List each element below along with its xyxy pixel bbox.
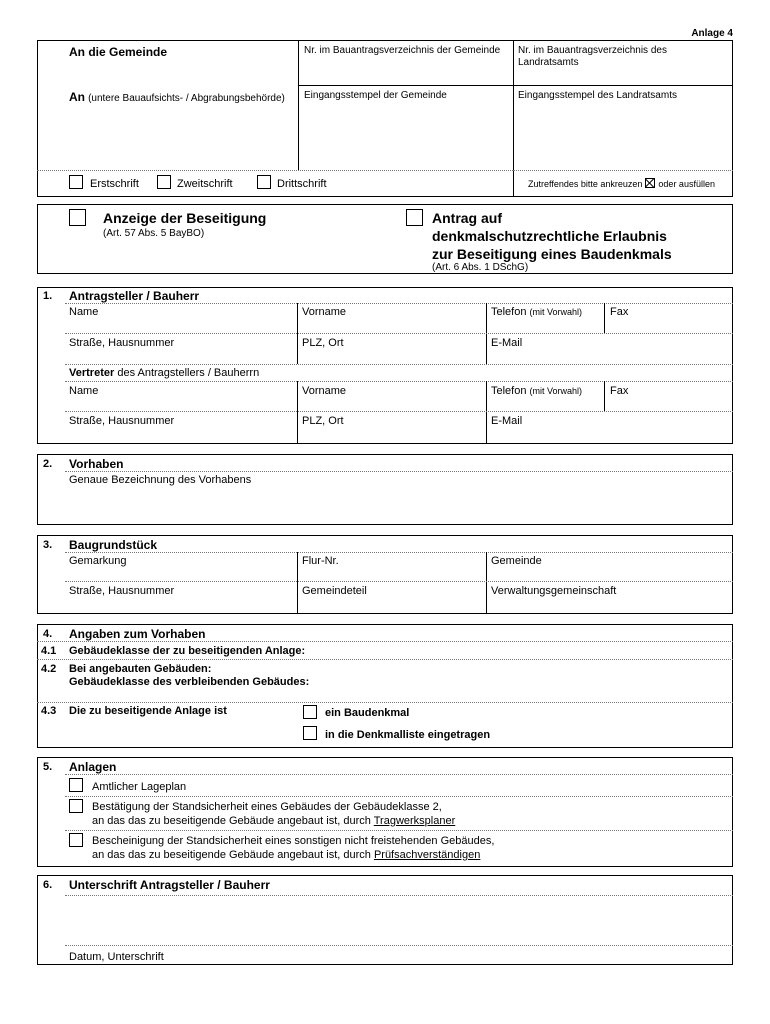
drittschrift-checkbox[interactable] (257, 175, 271, 189)
stamp-landratsamt-label: Eingangsstempel des Landratsamts (518, 90, 677, 101)
pruefsachverstaendiger-label-2: an das das zu beseitigende Gebäude angebaut ist, durch Prüfsachverständigen (92, 849, 481, 861)
tragwerksplaner-label-2: an das das zu beseitigende Gebäude angebaut ist, durch Tragwerksplaner (92, 815, 456, 827)
signature-line[interactable] (65, 945, 733, 946)
tragwerksplaner-link[interactable]: Tragwerksplaner (373, 815, 456, 827)
zweitschrift-checkbox[interactable] (157, 175, 171, 189)
gemeinde-label: Gemeinde (491, 555, 542, 567)
section-4-3-label: Die zu beseitigende Anlage ist (69, 705, 227, 717)
section-6-title: Unterschrift Antragsteller / Bauherr (69, 878, 270, 892)
denkmalliste-label: in die Denkmalliste eingetragen (325, 729, 491, 741)
pruefsachverstaendiger-checkbox[interactable] (69, 833, 83, 847)
antrag-checkbox[interactable] (406, 209, 423, 226)
applicant-vorname-label: Vorname (302, 306, 347, 318)
grundstueck-street-label: Straße, Hausnummer (69, 585, 175, 597)
nr-gemeinde-label: Nr. im Bauantragsverzeichnis der Gemeinde (304, 45, 501, 56)
tragwerksplaner-label-1: Bestätigung der Standsicherheit eines Gebäudes der Gebäudeklasse 2, (92, 801, 442, 813)
lageplan-checkbox[interactable] (69, 778, 83, 792)
applicant-fax-label: Fax (610, 306, 629, 318)
to-authority-suffix: (untere Bauaufsichts- / Abgrabungsbehörde) (88, 93, 285, 104)
rep-plz-label: PLZ, Ort (302, 415, 344, 427)
anzeige-checkbox[interactable] (69, 209, 86, 226)
section-4-title: Angaben zum Vorhaben (69, 627, 206, 641)
antrag-title-1: Antrag auf (432, 210, 502, 226)
gemarkung-label: Gemarkung (69, 555, 127, 567)
applicant-telefon-label: Telefon (mit Vorwahl) (491, 306, 583, 318)
tragwerksplaner-checkbox[interactable] (69, 799, 83, 813)
section-6-number: 6. (43, 879, 53, 891)
section-4-3-number: 4.3 (41, 705, 57, 717)
section-2-box (37, 454, 733, 525)
applicant-plz-label: PLZ, Ort (302, 337, 344, 349)
fill-hint: Zutreffendes bitte ankreuzen oder ausfüllen (528, 179, 715, 189)
annex-label: Anlage 4 (691, 28, 733, 39)
anzeige-ref: (Art. 57 Abs. 5 BayBO) (103, 228, 205, 239)
baudenkmal-label: ein Baudenkmal (325, 707, 410, 719)
applicant-street-label: Straße, Hausnummer (69, 337, 175, 349)
applicant-email-label: E-Mail (491, 337, 523, 349)
section-2-number: 2. (43, 458, 53, 470)
nr-landratsamt-label-1: Nr. im Bauantragsverzeichnis des (518, 45, 667, 56)
rep-fax-label: Fax (610, 385, 629, 397)
section-4-1-number: 4.1 (41, 645, 57, 657)
stamp-gemeinde-label: Eingangsstempel der Gemeinde (304, 90, 447, 101)
flur-label: Flur-Nr. (302, 555, 339, 567)
antrag-ref: (Art. 6 Abs. 1 DSchG) (432, 262, 529, 273)
section-5-number: 5. (43, 761, 53, 773)
pruefsachverstaendiger-label-1: Bescheinigung der Standsicherheit eines sonstigen nicht freistehenden Gebäudes, (92, 835, 495, 847)
antrag-title-3: zur Beseitigung eines Baudenkmals (432, 246, 672, 262)
gemeindeteil-label: Gemeindeteil (302, 585, 367, 597)
vorhaben-description-label: Genaue Bezeichnung des Vorhabens (69, 474, 252, 486)
to-authority-prefix: An (69, 90, 85, 104)
rep-street-label: Straße, Hausnummer (69, 415, 175, 427)
crossed-checkbox-icon (645, 178, 655, 188)
representative-heading: Vertreter des Antragstellers / Bauherrn (69, 367, 260, 379)
section-5-title: Anlagen (69, 760, 117, 774)
section-4-2-label-1: Bei angebauten Gebäuden: (69, 663, 212, 675)
header-box (37, 40, 733, 197)
signature-label: Datum, Unterschrift (69, 951, 164, 963)
rep-vorname-label: Vorname (302, 385, 347, 397)
pruefsachverstaendiger-link[interactable]: Prüfsachverständigen (373, 849, 481, 861)
section-4-2-label-2: Gebäudeklasse des verbleibenden Gebäudes: (69, 676, 310, 688)
section-4-2-number: 4.2 (41, 663, 57, 675)
zweitschrift-label: Zweitschrift (177, 178, 233, 190)
drittschrift-label: Drittschrift (277, 178, 327, 190)
nr-landratsamt-label-2: Landratsamts (518, 57, 579, 68)
section-3-title: Baugrundstück (69, 538, 158, 552)
section-1-title: Antragsteller / Bauherr (69, 289, 200, 303)
section-4-number: 4. (43, 628, 53, 640)
rep-name-label: Name (69, 385, 99, 397)
lageplan-label: Amtlicher Lageplan (92, 781, 187, 793)
denkmalliste-checkbox[interactable] (303, 726, 317, 740)
erstschrift-checkbox[interactable] (69, 175, 83, 189)
baudenkmal-checkbox[interactable] (303, 705, 317, 719)
section-1-number: 1. (43, 290, 53, 302)
section-2-title: Vorhaben (69, 457, 124, 471)
erstschrift-label: Erstschrift (90, 178, 139, 190)
rep-telefon-label: Telefon (mit Vorwahl) (491, 385, 583, 397)
antrag-title-2: denkmalschutzrechtliche Erlaubnis (432, 228, 667, 244)
applicant-name-label: Name (69, 306, 99, 318)
verwaltungsgemeinschaft-label: Verwaltungsgemeinschaft (491, 585, 617, 597)
anzeige-title: Anzeige der Beseitigung (103, 210, 267, 226)
rep-email-label: E-Mail (491, 415, 523, 427)
section-3-number: 3. (43, 539, 53, 551)
section-4-1-label: Gebäudeklasse der zu beseitigenden Anlage: (69, 645, 306, 657)
to-municipality: An die Gemeinde (69, 45, 168, 59)
